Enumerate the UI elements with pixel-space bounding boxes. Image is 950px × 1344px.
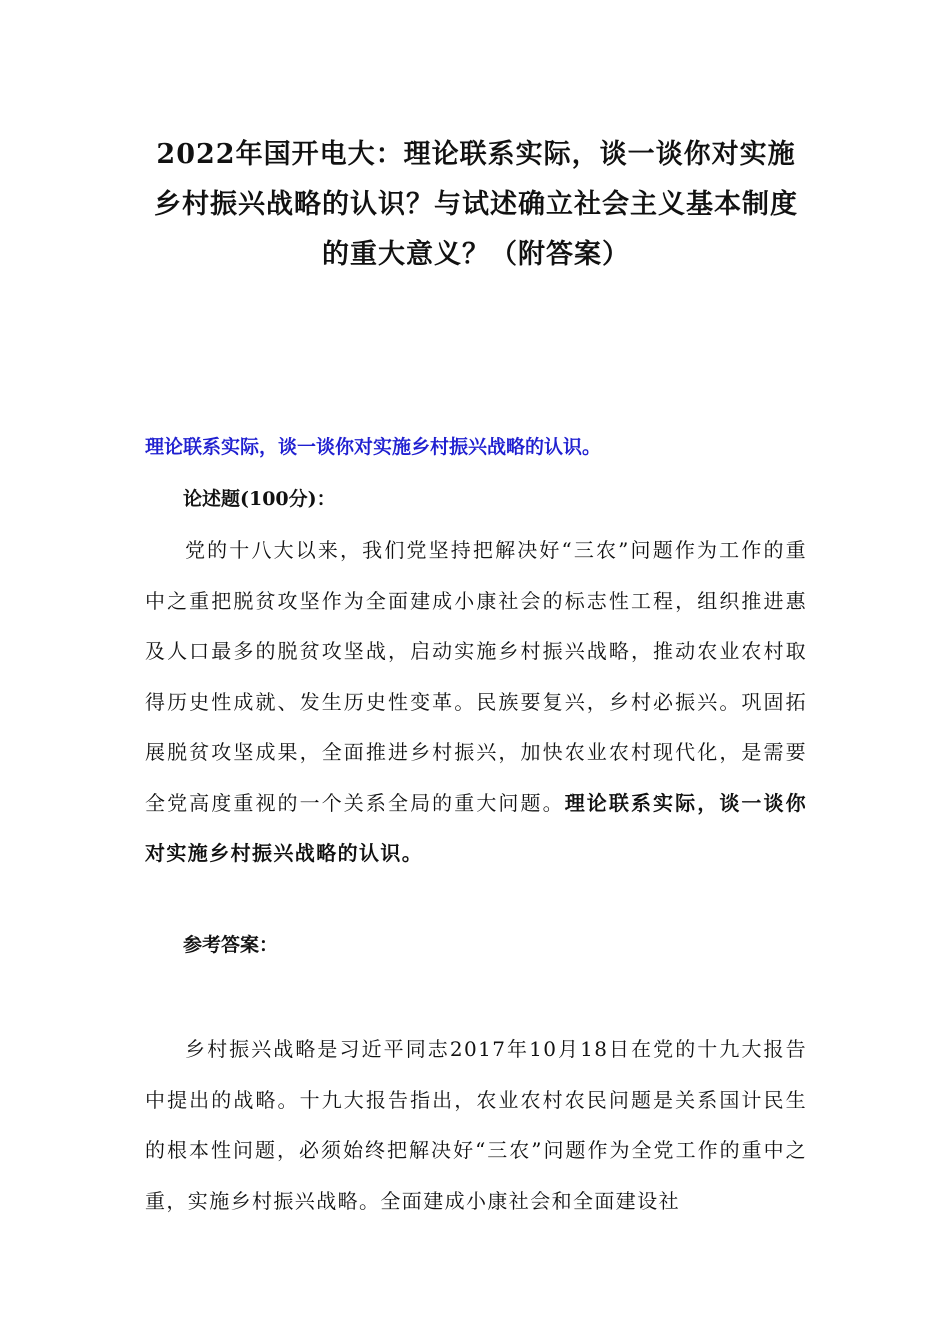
title-line-2: 乡村振兴战略的认识？与试述确立社会主义基本制度 [154, 189, 798, 220]
title-line-1: 2022年国开电大：理论联系实际，谈一谈你对实施 [156, 139, 796, 170]
title-line-3: 的重大意义？（附答案） [322, 239, 630, 270]
document-title [145, 130, 807, 280]
answer-paragraph: 乡村振兴战略是习近平同志2017年10月18日在党的十九大报告中提出的战略。十九大报告指出，农业农村农民问题是关系国计民生的根本性问题，必须始终把解决好“三农”问题作为全党工作的重中之重，实施乡村振兴战略。全面建成小康社会和全面建设社 [145, 1037, 807, 1213]
question-paragraph [145, 525, 807, 879]
answer-label: 参考答案： [183, 934, 279, 956]
question-emphasis: 理论联系实际，谈一谈你对实施乡村振兴战略的认识。 [145, 790, 807, 865]
section-heading: 理论联系实际，谈一谈你对实施乡村振兴战略的认识。 [145, 436, 602, 458]
question-label: 论述题(100分)： [183, 488, 336, 510]
question-text: 党的十八大以来，我们党坚持把解决好“三农”问题作为工作的重中之重把脱贫攻坚作为全面建成小康社会的标志性工程，组织推进惠及人口最多的脱贫攻坚战，启动实施乡村振兴战略，推动农业农村取得历史性成就、发生历史性变革。民族要复兴，乡村必振兴。巩固拓展脱贫攻坚成果，全面推进乡村振兴，加快农业农村现代化，是需要全党高度重视的一个关系全局的重大问题。 [145, 538, 807, 815]
